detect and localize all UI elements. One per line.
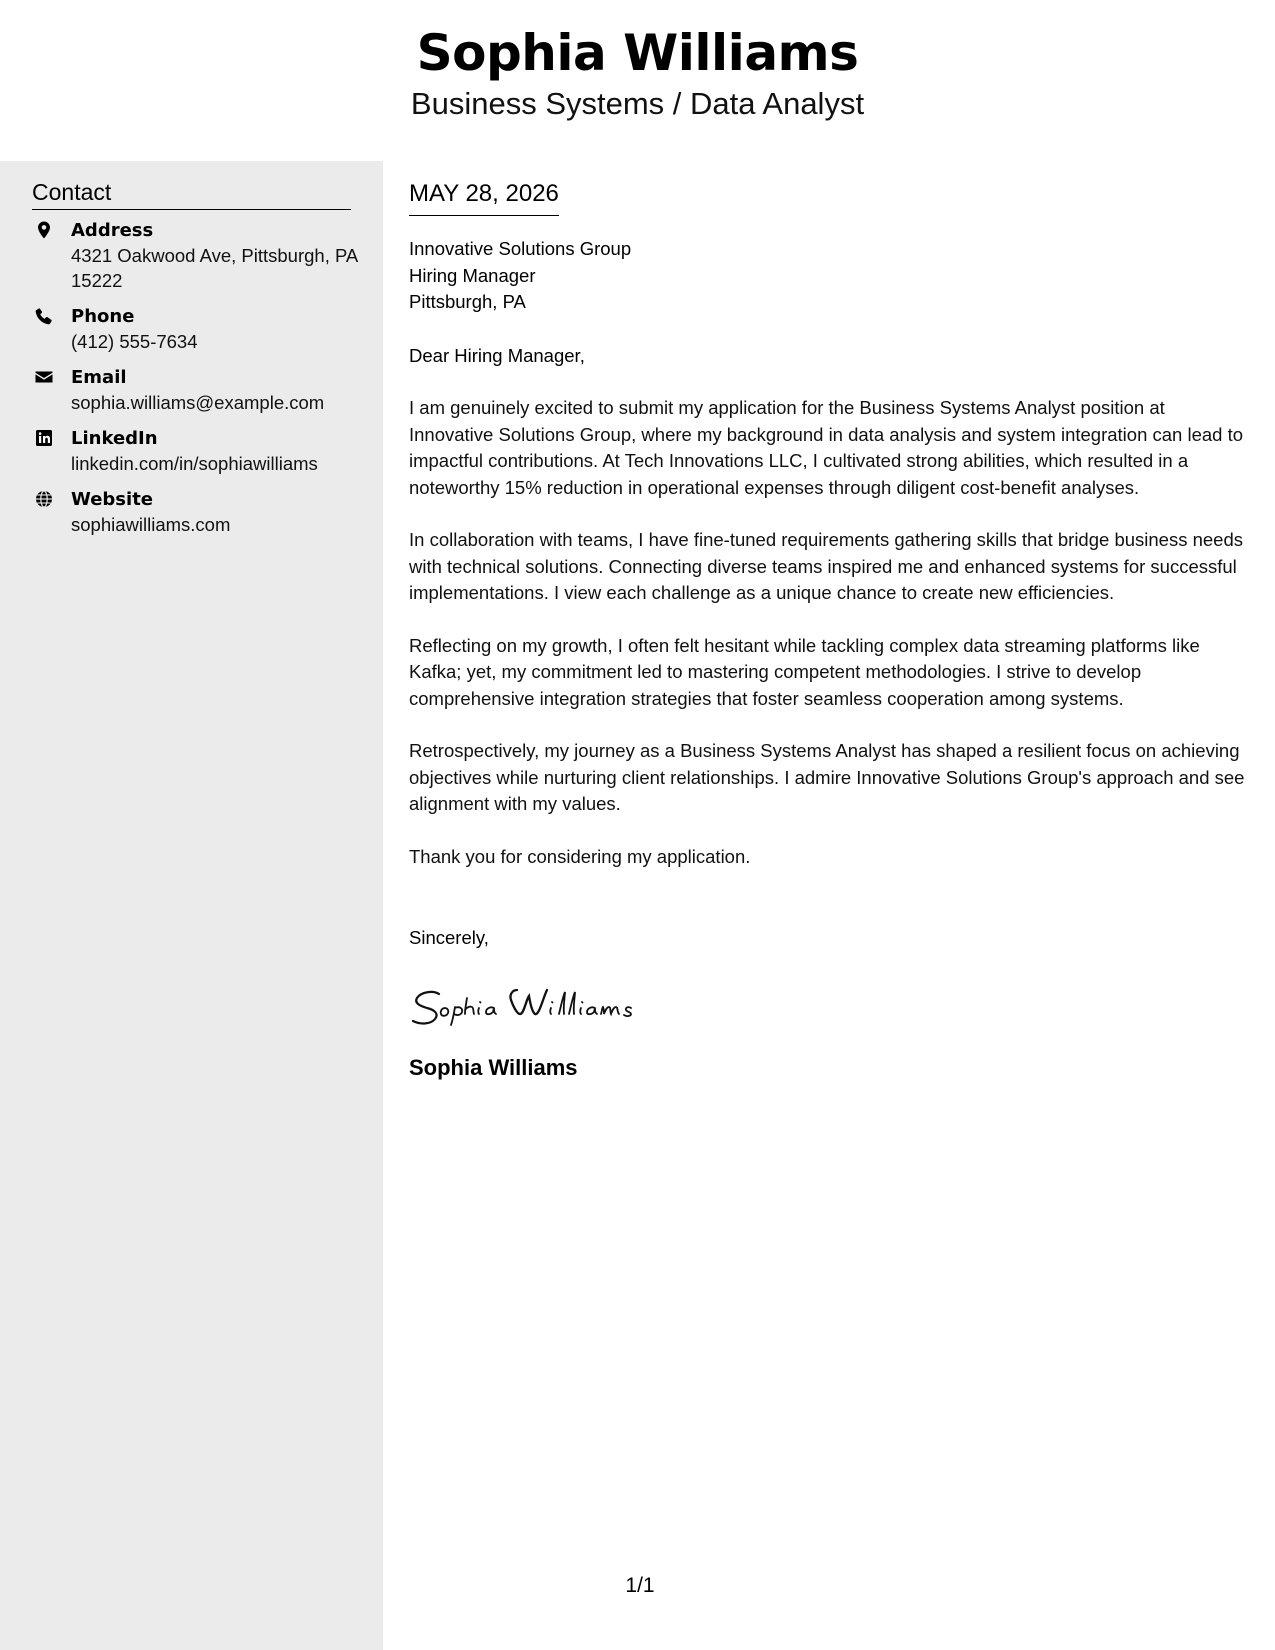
letter-paragraph: In collaboration with teams, I have fine-tuned requirements gathering skills that bridge business needs with technical solutions. Connecting diverse teams inspired me and enhanced systems for successful implementations. I view each challenge as a unique chance to create new efficiencies. <box>409 529 1243 603</box>
letter-paragraph: Retrospectively, my journey as a Business Systems Analyst has shaped a resilient focus on achieving objectives while nurturing client relationships. I admire Innovative Solutions Group's approach and see alignment with my values. <box>409 740 1245 814</box>
contact-label-linkedin: LinkedIn <box>71 428 158 449</box>
letter-paragraph: Thank you for considering my application. <box>409 845 751 867</box>
location-pin-icon <box>34 220 54 240</box>
contact-item-linkedin <box>32 427 362 476</box>
closing: Sincerely, <box>409 927 489 948</box>
header <box>0 0 1275 160</box>
applicant-name: Sophia Williams <box>416 24 859 82</box>
contact-label-address: Address <box>71 220 154 241</box>
job-title: Business Systems / Data Analyst <box>410 86 865 121</box>
linkedin-icon <box>34 428 54 448</box>
contact-label-phone: Phone <box>71 306 135 327</box>
contact-heading: Contact <box>32 177 351 210</box>
contact-item-email <box>32 366 362 415</box>
contact-value-phone: (412) 555-7634 <box>71 331 198 352</box>
signer-name: Sophia Williams <box>409 1054 578 1080</box>
contact-value-address: 4321 Oakwood Ave, Pittsburgh, PA 15222 <box>71 245 358 291</box>
globe-icon <box>34 489 54 509</box>
contact-item-address <box>32 219 362 293</box>
contact-label-website: Website <box>71 489 154 510</box>
recipient-block <box>409 236 1254 316</box>
phone-icon <box>34 306 54 326</box>
recipient-location: Pittsburgh, PA <box>409 291 526 312</box>
letter-paragraph: Reflecting on my growth, I often felt hesitant while tackling complex data streaming platforms like Kafka; yet, my commitment led to mastering competent methodologies. I strive to develop comprehensive integration strategies that foster seamless cooperation among systems. <box>409 634 1200 709</box>
contact-item-website <box>32 488 362 537</box>
envelope-icon <box>34 367 54 387</box>
recipient-role: Hiring Manager <box>409 264 536 286</box>
salutation: Dear Hiring Manager, <box>409 344 585 366</box>
contact-list <box>32 219 362 549</box>
contact-value-email: sophia.williams@example.com <box>71 392 325 413</box>
letter-body <box>409 161 1254 1082</box>
contact-value-website: sophiawilliams.com <box>71 514 231 535</box>
contact-item-phone <box>32 305 362 354</box>
contact-value-linkedin: linkedin.com/in/sophiawilliams <box>71 453 318 474</box>
contact-label-email: Email <box>71 367 127 388</box>
handwritten-signature <box>409 980 669 1030</box>
page-number: 1/1 <box>625 1574 655 1597</box>
contact-sidebar <box>0 161 383 1650</box>
recipient-company: Innovative Solutions Group <box>409 238 632 259</box>
letter-date: MAY 28, 2026 <box>409 179 559 216</box>
letter-paragraph: I am genuinely excited to submit my application for the Business Systems Analyst position at Innovative Solutions Group, where my background in data analysis and system integration can lead to impactful contributions. At Tech Innovations LLC, I cultivated strong abilities, which resulted in a noteworthy 15% reduction in operational expenses through diligent cost-benefit analyses. <box>409 397 1244 498</box>
